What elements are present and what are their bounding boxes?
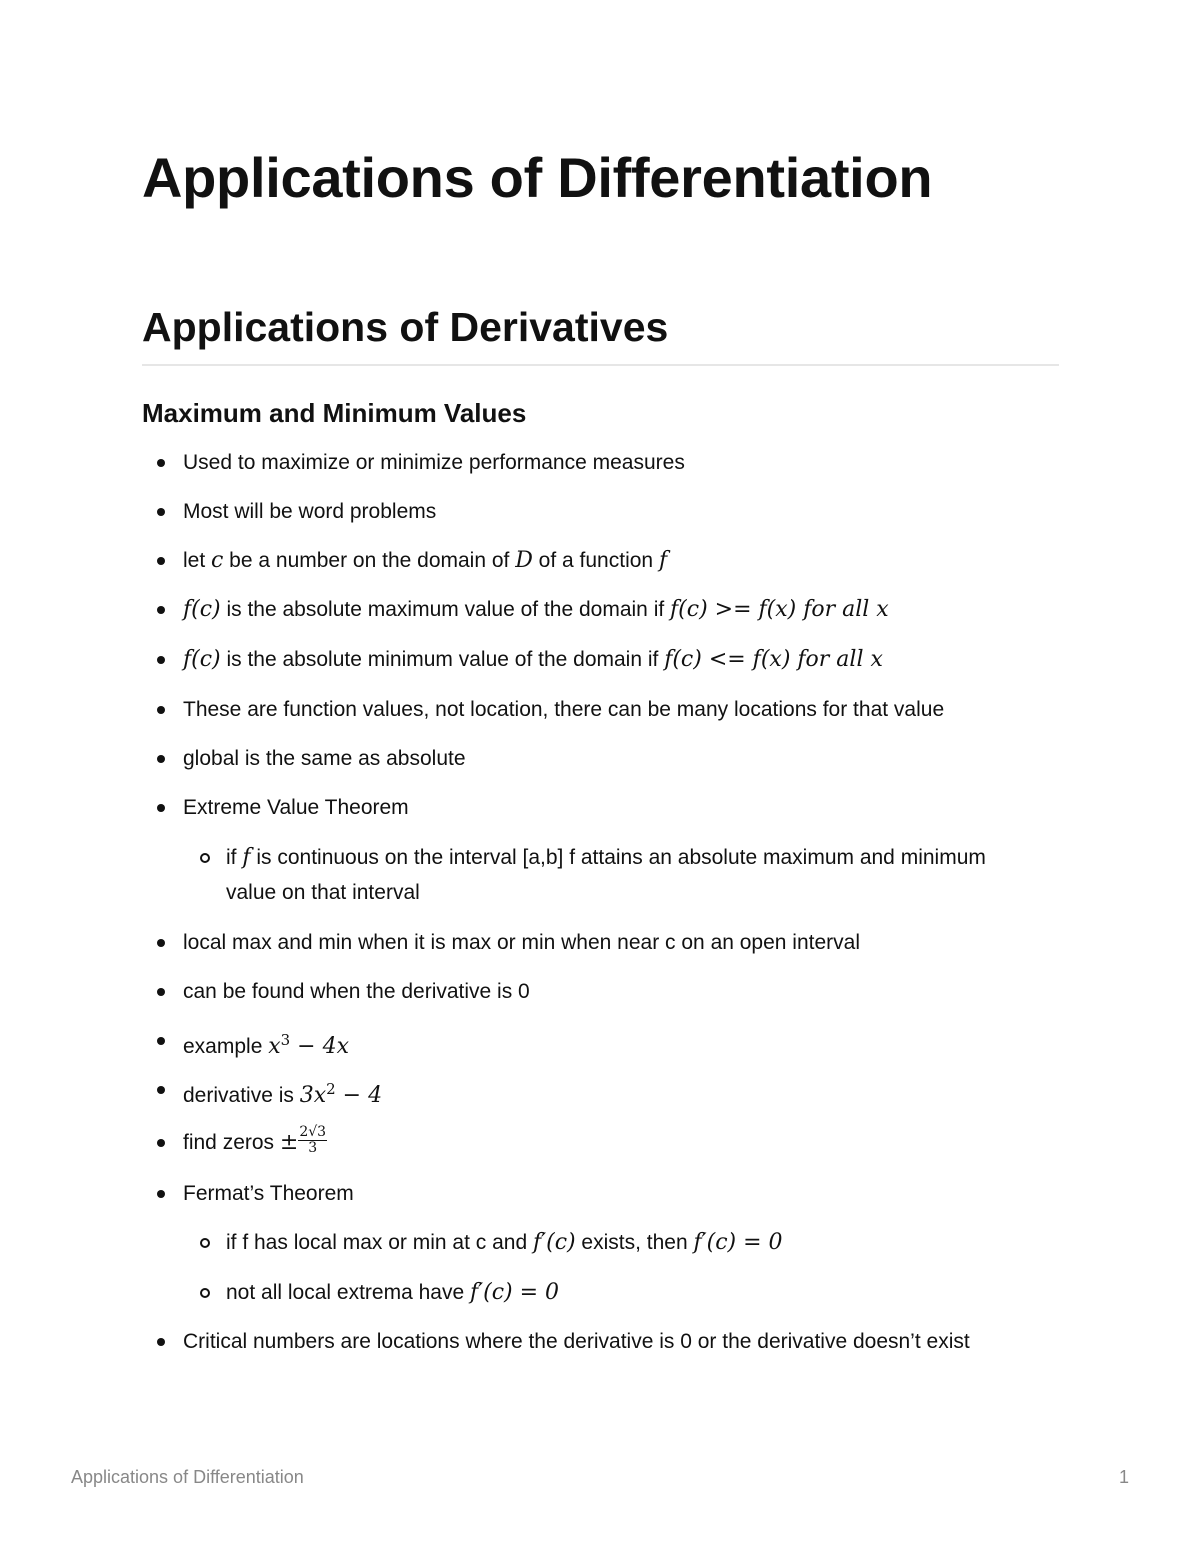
math-expression: 3x [299, 1083, 327, 1108]
fraction-denominator: 3 [308, 1139, 318, 1156]
item-text: if [226, 846, 243, 869]
list-item [183, 925, 1059, 960]
bullet-icon [157, 988, 165, 996]
section-divider [142, 364, 1059, 366]
math-expression: D [515, 548, 533, 573]
bullet-icon [157, 1139, 165, 1147]
bullet-icon [157, 1190, 165, 1198]
bullet-icon [157, 557, 165, 565]
sub-list-item [226, 840, 1026, 910]
math-expression: f(c) <= f(x) for all x [664, 647, 883, 672]
math-expression: − 4x [290, 1034, 350, 1059]
document-title: Applications of Differentiation [142, 146, 933, 209]
fraction [298, 1125, 327, 1156]
item-text: derivative is [183, 1084, 300, 1107]
list-item [183, 692, 1059, 727]
sub-list-item [226, 1275, 1026, 1310]
item-text: let [183, 549, 212, 572]
plus-minus-symbol: ± [279, 1130, 299, 1155]
list-item [183, 1176, 1059, 1211]
bullet-icon [157, 755, 165, 763]
bullet-icon [157, 606, 165, 614]
item-text: Most will be word problems [183, 500, 437, 523]
item-text: is the absolute minimum value of the domain if [220, 648, 665, 671]
item-text: if f has local max or min at c and [226, 1231, 533, 1254]
list-item [183, 1125, 1059, 1160]
item-text: Used to maximize or minimize performance measures [183, 451, 685, 474]
subsection-title: Maximum and Minimum Values [142, 398, 527, 428]
item-text: Critical numbers are locations where the derivative is 0 or the derivative doesn’t exist [183, 1330, 970, 1353]
item-text: exists, then [575, 1231, 694, 1254]
math-expression: f(c) >= f(x) for all x [670, 597, 889, 622]
item-text: global is the same as absolute [183, 747, 466, 770]
math-expression: f′(c) = 0 [469, 1280, 560, 1305]
item-text: Fermat’s Theorem [183, 1182, 354, 1205]
section-title: Applications of Derivatives [142, 304, 669, 350]
math-expression: x [268, 1034, 281, 1059]
bullet-icon [157, 706, 165, 714]
fraction-numerator: 2√3 [299, 1123, 327, 1140]
list-item [183, 1072, 1059, 1113]
list-item [183, 1023, 1059, 1064]
bullet-icon [157, 508, 165, 516]
item-text: can be found when the derivative is 0 [183, 980, 530, 1003]
item-text: not all local extrema have [226, 1281, 470, 1304]
bullet-icon [157, 459, 165, 467]
item-text: of a function [532, 549, 659, 572]
math-superscript: 3 [280, 1031, 291, 1049]
bullet-icon [157, 804, 165, 812]
item-text: These are function values, not location, there can be many locations for that value [183, 698, 945, 721]
sub-list-item [226, 1225, 1026, 1260]
list-item [183, 445, 1059, 480]
math-expression: f [242, 845, 251, 870]
list-item [183, 974, 1059, 1009]
bullet-icon [157, 656, 165, 664]
list-item [183, 1324, 1059, 1359]
page-number: 1 [1119, 1467, 1130, 1487]
item-text: Extreme Value Theorem [183, 796, 409, 819]
bullet-icon [157, 1338, 165, 1346]
bullet-icon [157, 1037, 165, 1045]
item-text: example [183, 1035, 269, 1058]
math-superscript: 2 [326, 1080, 336, 1098]
list-item [183, 543, 1059, 578]
item-text: is continuous on the interval [a,b] f attains an absolute maximum and minimum value on that interval [226, 846, 986, 904]
math-expression: f [658, 548, 668, 573]
item-text: is the absolute maximum value of the domain if [220, 598, 671, 621]
list-item [183, 592, 1059, 627]
footer-title: Applications of Differentiation [71, 1467, 304, 1487]
list-item [183, 790, 1059, 825]
math-expression: f′(c) [532, 1230, 576, 1255]
math-expression: f′(c) = 0 [693, 1230, 783, 1255]
math-expression: − 4 [335, 1083, 383, 1108]
list-item [183, 741, 1059, 776]
list-item [183, 494, 1059, 529]
bullet-icon [157, 939, 165, 947]
hollow-bullet-icon [200, 1238, 210, 1248]
hollow-bullet-icon [200, 853, 210, 863]
item-text: find zeros [183, 1131, 280, 1154]
list-item [183, 642, 1059, 677]
math-expression: f(c) [183, 647, 221, 672]
hollow-bullet-icon [200, 1288, 210, 1298]
item-text: be a number on the domain of [223, 549, 516, 572]
bullet-icon [157, 1086, 165, 1094]
math-expression: f(c) [183, 597, 221, 622]
math-expression: c [211, 548, 224, 573]
item-text: local max and min when it is max or min when near c on an open interval [183, 931, 861, 954]
